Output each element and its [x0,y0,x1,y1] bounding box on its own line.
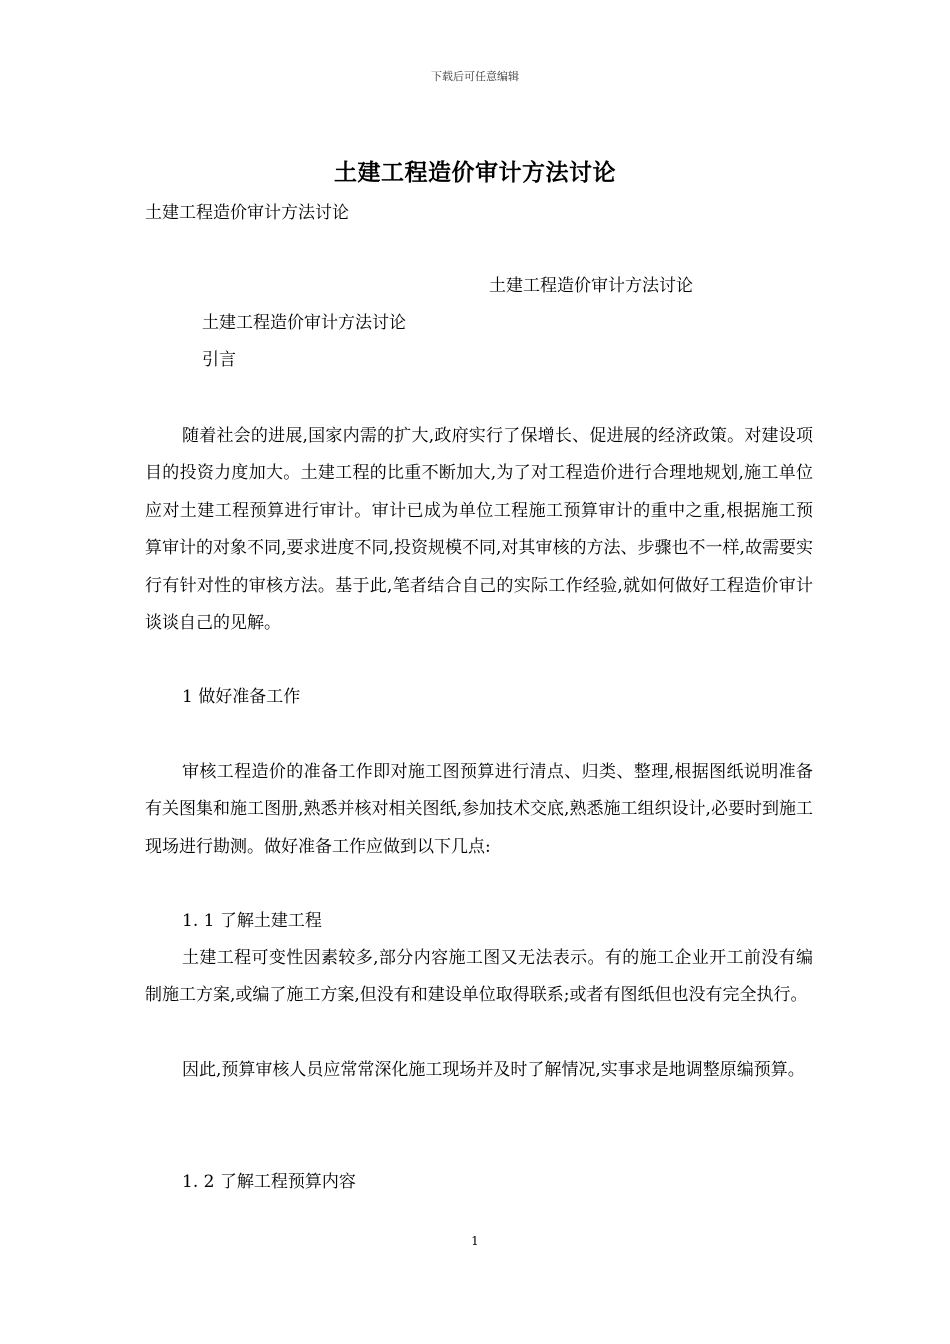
intro-heading: 引言 [202,350,236,370]
subtitle-right: 土建工程造价审计方法讨论 [489,276,693,296]
section-heading-1-2: 1. 2 了解工程预算内容 [182,1172,356,1192]
subtitle-indent: 土建工程造价审计方法讨论 [202,313,406,333]
document-title: 土建工程造价审计方法讨论 [334,159,616,186]
intro-paragraph: 随着社会的进展,国家内需的扩大,政府实行了保增长、促进展的经济政策。对建设项目的投资力度加大。土建工程的比重不断加大,为了对工程造价进行合理地规划,施工单位应对土建工程预算进行审计。审计已成为单位工程施工预算审计的重中之重,根据施工预算审计的对象不同,要求进度不同,投资规模不同,对其审核的方法、步骤也不一样,故需要实行有针对性的审核方法。基于此,笔者结合自己的实际工作经验,就如何做好工程造价审计谈谈自己的见解。 [145,426,813,634]
section-heading-1: 1 做好准备工作 [182,687,301,707]
prep-paragraph: 审核工程造价的准备工作即对施工图预算进行清点、归类、整理,根据图纸说明准备有关图集和施工图册,熟悉并核对相关图纸,参加技术交底,熟悉施工组织设计,必要时到施工现场进行勘测。做好准备工作应做到以下几点: [145,762,813,857]
section-1-1-paragraph-b: 因此,预算审核人员应常常深化施工现场并及时了解情况,实事求是地调整原编预算。 [182,1060,805,1080]
header-note: 下载后可任意编辑 [431,70,519,83]
section-heading-1-1: 1. 1 了解土建工程 [182,911,322,931]
subtitle-left: 土建工程造价审计方法讨论 [145,203,349,223]
section-1-1-paragraph-a: 土建工程可变性因素较多,部分内容施工图又无法表示。有的施工企业开工前没有编制施工方案,或编了施工方案,但没有和建设单位取得联系;或者有图纸但也没有完全执行。 [145,948,813,1006]
page-number: 1 [471,1234,479,1248]
